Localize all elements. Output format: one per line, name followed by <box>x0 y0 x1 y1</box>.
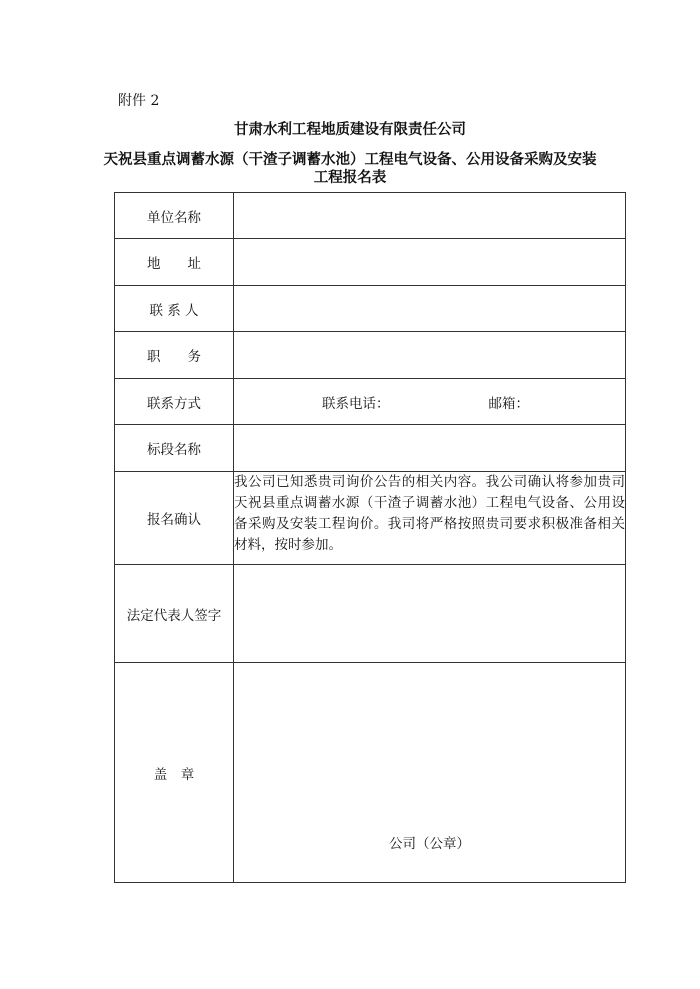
contact-person-field[interactable] <box>234 286 626 332</box>
row-position <box>115 332 626 379</box>
seal-field[interactable] <box>234 663 626 883</box>
legal-rep-signature-label: 法定代表人签字 <box>115 565 234 663</box>
seal-label: 盖 章 <box>115 663 234 883</box>
position-label: 职 务 <box>115 332 234 379</box>
position-field[interactable] <box>234 332 626 379</box>
address-field[interactable] <box>234 239 626 286</box>
row-registration-confirm <box>115 472 626 565</box>
company-title: 甘肃水利工程地质建设有限责任公司 <box>234 121 466 138</box>
contact-method-label: 联系方式 <box>115 379 234 425</box>
project-title-line2: 工程报名表 <box>313 169 387 186</box>
section-name-field[interactable] <box>234 425 626 472</box>
row-contact-person <box>115 286 626 332</box>
row-section-name <box>115 425 626 472</box>
unit-name-label: 单位名称 <box>115 193 234 239</box>
company-seal-text: 公司（公章） <box>389 836 470 852</box>
row-seal <box>115 663 626 883</box>
registration-form-table <box>114 192 626 883</box>
project-title-line1: 天祝县重点调蓄水源（干渣子调蓄水池）工程电气设备、公用设备采购及安装 <box>103 151 597 168</box>
email-label: 邮箱： <box>488 395 529 412</box>
contact-person-label: 联 系 人 <box>115 286 234 332</box>
registration-confirm-label: 报名确认 <box>115 472 234 565</box>
phone-label: 联系电话： <box>322 395 390 412</box>
row-unit-name <box>115 193 626 239</box>
legal-rep-signature-field[interactable] <box>234 565 626 663</box>
row-address <box>115 239 626 286</box>
confirm-text: 我公司已知悉贵司询价公告的相关内容。我公司确认将参加贵司天祝县重点调蓄水源（干渣子调蓄水池）工程电气设备、公用设备采购及安装工程询价。我司将严格按照贵司要求积极准备相关材料，按时参加。 <box>234 472 626 565</box>
contact-method-field[interactable] <box>234 379 626 425</box>
unit-name-field[interactable] <box>234 193 626 239</box>
row-legal-rep-signature <box>115 565 626 663</box>
attachment-label: 附件 2 <box>118 93 160 109</box>
row-contact-method <box>115 379 626 425</box>
address-label: 地 址 <box>115 239 234 286</box>
section-name-label: 标段名称 <box>115 425 234 472</box>
